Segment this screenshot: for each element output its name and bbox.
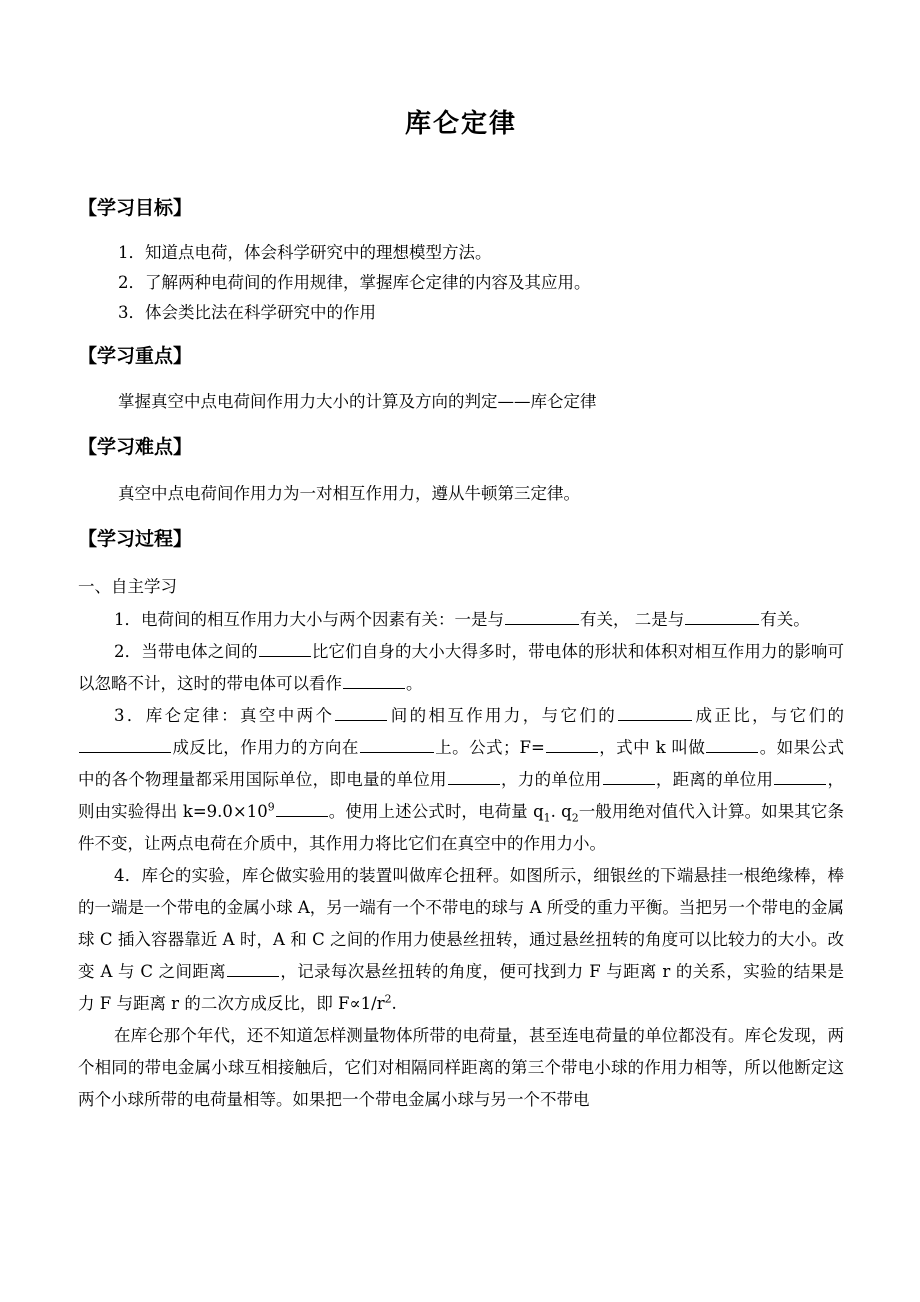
item3-text-b: 间的相互作用力，与它们的: [388, 705, 618, 725]
item3-text-k-mid: . q: [550, 801, 572, 821]
process-item-4: [78, 860, 844, 1020]
list-item: 3．体会类比法在科学研究中的作用: [118, 303, 376, 323]
item3-text-a: 3．库仑定律：真空中两个: [114, 705, 335, 725]
fill-in-blank[interactable]: [774, 767, 826, 785]
item1-text-b: 有关，: [580, 609, 630, 629]
list-item: 2．了解两种电荷间的作用规律，掌握库仑定律的内容及其应用。: [118, 273, 591, 293]
item3-text-i: ，距离的单位用: [655, 769, 774, 789]
section-heading-learning-goals: 【学习目标】: [78, 196, 193, 219]
list-item: 1．知道点电荷，体会科学研究中的理想模型方法。: [118, 243, 492, 263]
fill-in-blank[interactable]: [360, 735, 434, 753]
item4-text-c: .: [391, 993, 397, 1013]
process-item-3: [78, 700, 844, 860]
fill-in-blank[interactable]: [706, 735, 758, 753]
item2-text-b: 比它们自身的大小大得多时，带电体的形状和体积对相互作用力的影响可以忽略不计，这时的带电体可以看作: [78, 641, 845, 693]
subsection-heading-self-study: 一、自主学习: [78, 576, 177, 596]
item4-text-b: ，记录每次悬丝扭转的角度，便可找到力 F 与距离 r 的关系，实验的结果是力 F 与距离 r 的二次方成反比，即 F∝1/r: [78, 961, 844, 1013]
item3-text-k: 。使用上述公式时，电荷量 q: [328, 801, 544, 821]
item3-text-l: 一般用绝对值代入计算。如果其它条件不变，让两点电荷在介质中，其作用力将比它们在真空中的作用力小。: [78, 801, 844, 853]
exponent-nine: 9: [267, 800, 275, 814]
item3-text-c: 成正比，与它们的: [693, 705, 845, 725]
process-item-2: [78, 636, 844, 700]
fill-in-blank[interactable]: [546, 735, 598, 753]
fill-in-blank[interactable]: [505, 607, 579, 625]
fill-in-blank[interactable]: [603, 767, 655, 785]
subscript-q2: 2: [571, 811, 579, 825]
difficulties-text: 真空中点电荷间作用力为一对相互作用力，遵从牛顿第三定律。: [118, 484, 580, 504]
fill-in-blank[interactable]: [343, 671, 405, 689]
item3-text-f: ，式中 k 叫做: [598, 737, 706, 757]
item1-text-c: 二是与: [634, 609, 685, 629]
item1-text-d: 有关。: [760, 609, 810, 629]
process-item-1: [78, 604, 844, 636]
section-heading-difficulties: 【学习难点】: [78, 435, 193, 458]
fill-in-blank[interactable]: [79, 735, 171, 753]
item3-text-j: ，则由实验得出 k=9.0×10: [78, 769, 845, 821]
learning-goals-list: [78, 238, 844, 328]
page-title: 库仑定律: [404, 109, 517, 139]
item2-text-a: 2．当带电体之间的: [114, 641, 258, 661]
section-heading-learning-process: 【学习过程】: [78, 528, 193, 551]
key-points-text: 掌握真空中点电荷间作用力大小的计算及方向的判定——库仑定律: [118, 391, 597, 411]
item4-text-a: 4．库仑的实验，库仑做实验用的装置叫做库仑扭秤。如图所示，细银丝的下端悬挂一根绝缘棒，棒的一端是一个带电的金属小球 A，另一端有一个不带电的球与 A 所受的重力平衡。当把另一个带电的金属球 C 插入容器靠近 A 时，A 和 C 之间的作用力使悬丝扭转，通过悬丝扭转的角度可以比较力的大小。改变 A 与 C 之间距离: [78, 865, 844, 981]
fill-in-blank[interactable]: [276, 799, 328, 817]
fill-in-blank[interactable]: [227, 959, 279, 977]
item3-text-e: 上。公式；F=: [434, 737, 545, 757]
subscript-q1: 1: [543, 811, 551, 825]
fill-in-blank[interactable]: [618, 703, 692, 721]
item3-text-g: 。如果公式中的各个物理量都采用国际单位，即电量的单位用: [78, 737, 845, 789]
item3-text-d: 成反比，作用力的方向在: [172, 737, 359, 757]
item3-text-h: ，力的单位用: [500, 769, 602, 789]
exponent-two: 2: [384, 992, 392, 1006]
fill-in-blank[interactable]: [685, 607, 759, 625]
fill-in-blank[interactable]: [259, 639, 311, 657]
fill-in-blank[interactable]: [448, 767, 500, 785]
section-heading-key-points: 【学习重点】: [78, 345, 193, 368]
closing-paragraph: 在库仑那个年代，还不知道怎样测量物体所带的电荷量，甚至连电荷量的单位都没有。库仑发现，两个相同的带电金属小球互相接触后，它们对相隔同样距离的第三个带电小球的作用力相等，所以他断定这两个小球所带的电荷量相等。如果把一个带电金属小球与另一个不带电: [78, 1025, 844, 1109]
document-content: [78, 0, 844, 1116]
item2-text-c: 。: [406, 673, 423, 693]
fill-in-blank[interactable]: [335, 703, 387, 721]
item1-text-a: 1．电荷间的相互作用力大小与两个因素有关：一是与: [114, 609, 504, 629]
